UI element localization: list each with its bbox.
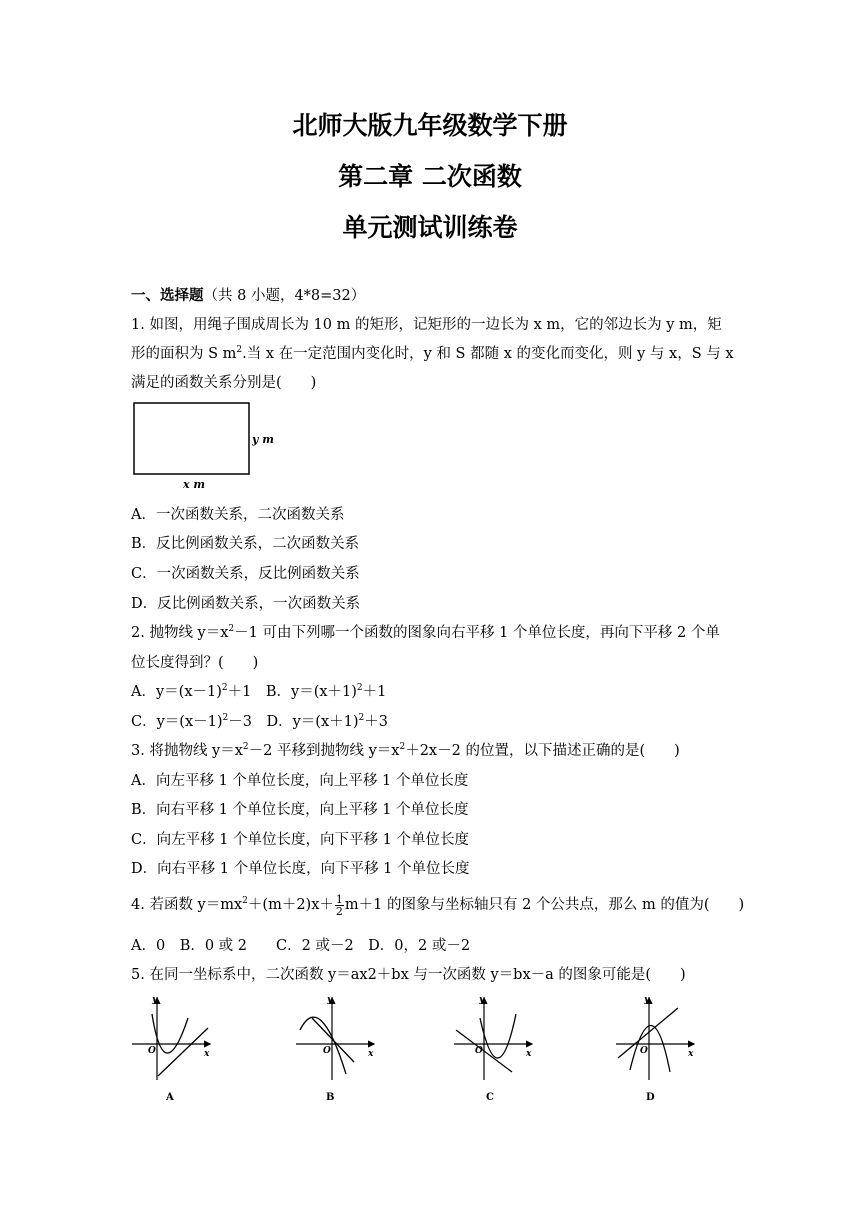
graph-d-label: D: [646, 1092, 655, 1103]
q3-line1: 3. 将抛物线 $y=x^2-2$ 平移到抛物线 $y=x^2+2x-2$ 的位置，以下描述正确的是( ): [131, 742, 680, 759]
svg-text:x: x: [526, 1049, 532, 1059]
svg-text:O: O: [323, 1046, 331, 1056]
graph-b-label: B: [326, 1092, 335, 1103]
section-note: （共 8 小题，4*8=32）: [203, 288, 366, 304]
svg-text:x: x: [368, 1049, 374, 1059]
svg-text:y: y: [327, 995, 333, 1005]
q3-option-b: B．向右平移 1 个单位长度，向上平移 1 个单位长度: [131, 802, 469, 818]
test-title: 单元测试训练卷: [342, 213, 518, 242]
q1-option-d: D．反比例函数关系，一次函数关系: [131, 596, 361, 612]
svg-text:y: y: [152, 995, 158, 1005]
graph-a: [132, 995, 210, 1103]
graph-a-label: A: [166, 1092, 174, 1103]
q1-option-c: C．一次函数关系，反比例函数关系: [131, 566, 360, 582]
chapter-title: 第二章 二次函数: [338, 162, 522, 191]
q2-line1: 2. 抛物线 $y=x^2-1$ 可由下列哪一个函数的图象向右平移 1 个单位长度，再向下平移 2 个单: [131, 624, 720, 641]
graph-b: [296, 995, 374, 1103]
q1-line3: 满足的函数关系分别是( ): [131, 375, 317, 391]
fig-y-label: y m: [252, 433, 274, 446]
section-label: 一、选择题: [131, 288, 204, 304]
q5-line1: 5. 在同一坐标系中，二次函数 y＝ax2＋bx 与一次函数 y＝bx－a 的图象可能是( ): [131, 967, 686, 983]
rectangle-shape: [134, 403, 249, 474]
fig-x-label: x m: [183, 478, 206, 490]
svg-text:y: y: [479, 995, 485, 1005]
q3-option-c: C．向左平移 1 个单位长度，向下平移 1 个单位长度: [131, 832, 469, 848]
q2-options-ab: A．$y=(x-1)^2+1$ B．$y=(x+1)^2+1$: [131, 683, 387, 700]
q3-option-a: A．向左平移 1 个单位长度，向上平移 1 个单位长度: [131, 773, 469, 789]
svg-text:O: O: [148, 1046, 156, 1056]
section-header: [131, 284, 365, 305]
svg-text:y: y: [644, 995, 650, 1005]
q1-option-b: B．反比例函数关系，二次函数关系: [131, 536, 360, 552]
q4-fraction: $\frac{1}{2}$: [335, 892, 343, 918]
page-title: 北师大版九年级数学下册: [292, 111, 568, 140]
q1-option-a: A．一次函数关系，二次函数关系: [131, 507, 345, 523]
q1-line2: 形的面积为 S $m^2$.当 x 在一定范围内变化时，y 和 S 都随 x 的变化而变化，则 y 与 x，S 与 x: [131, 345, 734, 362]
graph-d: [616, 995, 694, 1103]
svg-text:x: x: [688, 1049, 694, 1059]
q3-option-d: D．向右平移 1 个单位长度，向下平移 1 个单位长度: [131, 861, 470, 877]
q4-options: A．0 B．0 或 2 C．2 或－2 D．0，2 或－2: [131, 938, 471, 954]
svg-text:O: O: [640, 1046, 648, 1056]
q2-options-cd: C．$y=(x-1)^2-3$ D．$y=(x+1)^2+3$: [131, 713, 388, 730]
q5-graphs: [128, 990, 728, 1105]
q1-rectangle-figure: [128, 398, 278, 490]
svg-text:O: O: [475, 1046, 483, 1056]
graph-c: [454, 995, 532, 1103]
graph-c-label: C: [486, 1092, 494, 1103]
svg-text:x: x: [204, 1049, 210, 1059]
q4-line1: 4. 若函数 $y=mx^2+(m+2)x+$ $\frac{1}{2}$ m＋1 的图象与坐标轴只有 2 个公共点，那么 m 的值为( ): [131, 892, 745, 918]
q2-line2: 位长度得到？( ): [131, 655, 259, 671]
q1-line1: 1. 如图，用绳子围成周长为 10 m 的矩形，记矩形的一边长为 x m，它的邻边长为 y m，矩: [131, 317, 722, 333]
